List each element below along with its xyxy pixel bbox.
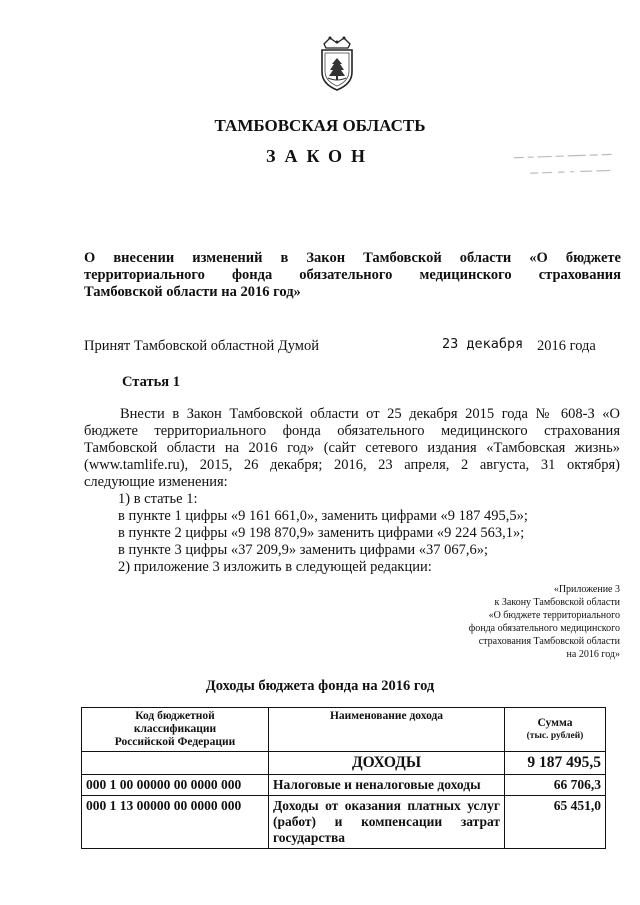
total-name: ДОХОДЫ [269,752,505,775]
paragraph-line: бюджете территориального фонда обязательного медицинского страхования [84,423,620,439]
revenue-table [81,707,606,849]
table-title: Доходы бюджета фонда на 2016 год [205,678,435,694]
article-body [84,406,620,576]
total-code-cell [82,752,269,775]
amendment-item: в пункте 1 цифры «9 161 661,0», заменить цифрами «9 187 495,5»; [118,508,528,524]
total-sum: 9 187 495,5 [505,752,606,775]
header-code-line: классификации [133,723,217,735]
coat-of-arms-emblem [316,34,358,92]
subject-line: территориального фонда обязательного медицинского страхования [84,267,621,283]
appendix-line: страхования Тамбовской области [478,636,620,647]
appendix-reference [430,583,620,661]
paragraph-line: Внести в Закон Тамбовской области от 25 декабря 2015 года № 608-З «О [120,406,620,422]
adoption-body: Принят Тамбовской областной Думой [84,338,319,354]
amendment-item: в пункте 3 цифры «37 209,9» заменить цифрами «37 067,6»; [118,542,489,558]
table-header-row [82,708,606,752]
table-row-total [82,752,606,775]
row-name: Доходы от оказания платных услуг (работ) и компенсации затрат государства [269,796,505,849]
header-sum-unit: (тыс. рублей) [526,730,584,741]
appendix-line: к Закону Тамбовской области [494,597,620,608]
amendment-item: 2) приложение 3 изложить в следующей редакции: [118,559,432,575]
header-sum [505,708,606,752]
row-code: 000 1 00 00000 00 0000 000 [82,775,269,796]
subject-line: Тамбовской области на 2016 год» [84,284,301,300]
header-code-line: Код бюджетной [135,710,215,722]
appendix-line: фонда обязательного медицинского [468,623,620,634]
row-name: Налоговые и неналоговые доходы [269,775,505,796]
registration-stamp [510,148,621,182]
appendix-line: «О бюджете территориального [488,610,620,621]
article-heading: Статья 1 [122,374,180,390]
amendment-item: в пункте 2 цифры «9 198 870,9» заменить цифрами «9 224 563,1»; [118,525,525,541]
adoption-year: 2016 года [537,338,596,354]
law-subject [84,250,621,301]
header-code-line: Российской Федерации [114,736,236,748]
header-sum-label: Сумма [537,716,573,729]
header-name: Наименование дохода [269,708,505,752]
subject-line: О внесении изменений в Закон Тамбовской области «О бюджете [84,250,621,266]
row-sum: 65 451,0 [505,796,606,849]
adoption-date: 23 декабря [442,336,524,352]
table-row [82,775,606,796]
document-type: ЗАКОН [265,146,375,166]
paragraph-line: следующие изменения: [84,474,228,490]
appendix-line: на 2016 год» [566,649,620,660]
amendment-item: 1) в статье 1: [118,491,198,507]
table-row [82,796,606,849]
paragraph-line: (www.tamlife.ru), 2015, 26 декабря; 2016, 23 апреля, 2 августа, 31 октября) [84,457,620,473]
row-sum: 66 706,3 [505,775,606,796]
region-title: ТАМБОВСКАЯ ОБЛАСТЬ [214,116,426,135]
paragraph-line: Тамбовской области на 2016 год» (сайт сетевого издания «Тамбовская жизнь» [84,440,620,456]
appendix-line: «Приложение 3 [553,584,620,595]
row-code: 000 1 13 00000 00 0000 000 [82,796,269,849]
header-code [82,708,269,752]
